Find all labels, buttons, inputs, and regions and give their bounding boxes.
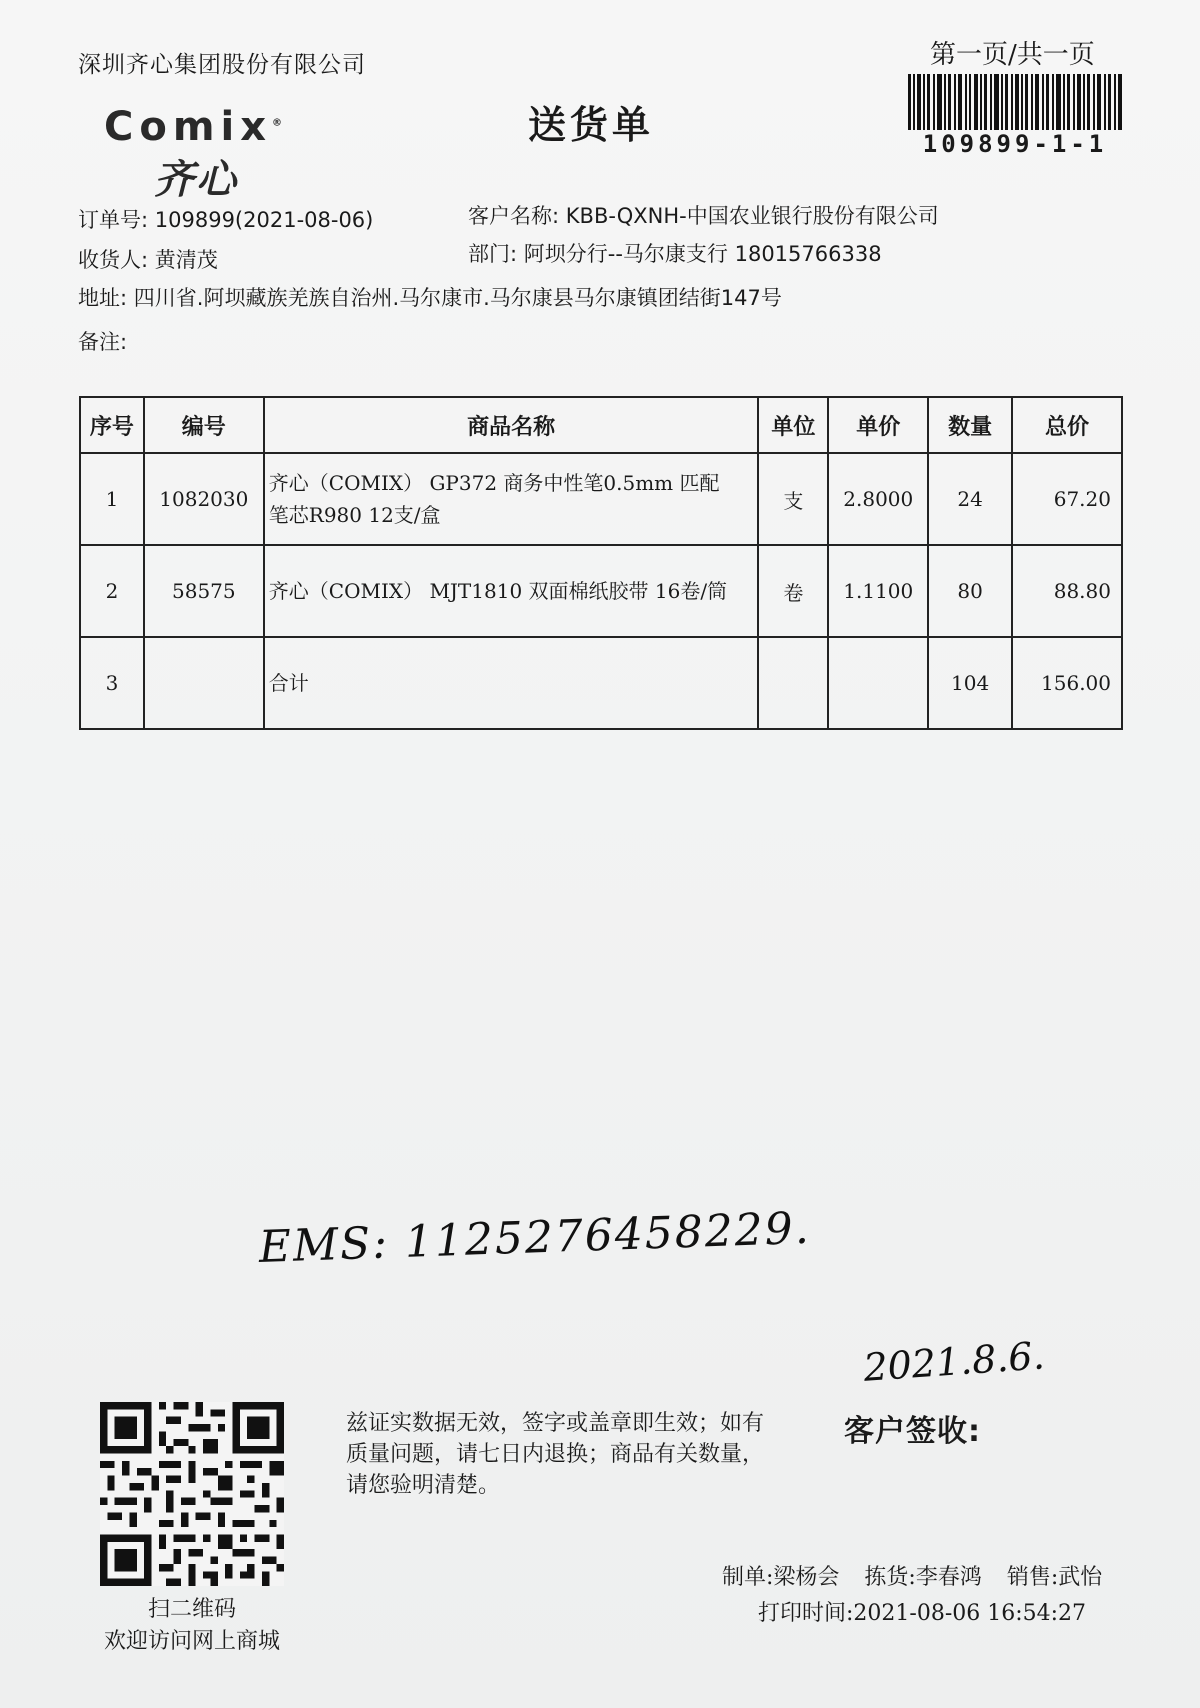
- address: [78, 282, 782, 312]
- cell-seq: 1: [80, 453, 144, 545]
- cell-name-line2: 笔芯R980 12支/盒: [268, 503, 441, 527]
- cell-total: 88.80: [1012, 545, 1122, 637]
- column-header: 数量: [928, 397, 1012, 453]
- cell-price: 2.8000: [828, 453, 928, 545]
- table-row: [80, 545, 1122, 637]
- cell-code: [144, 637, 264, 729]
- department-value: 阿坝分行--马尔康支行 18015766338: [523, 242, 882, 266]
- cell-name-line1: 齐心（COMIX） GP372 商务中性笔0.5mm 匹配: [268, 471, 720, 495]
- cell-name-line1: 齐心（COMIX） MJT1810 双面棉纸胶带 16卷/筒: [268, 579, 728, 603]
- cell-name: [264, 453, 759, 545]
- barcode-number: 109899-1-1: [922, 130, 1108, 158]
- registered-mark-icon: ®: [272, 117, 283, 129]
- order-number: [78, 204, 373, 234]
- cell-price: 1.1100: [828, 545, 928, 637]
- cell-seq: 3: [80, 637, 144, 729]
- cell-name: [264, 637, 759, 729]
- customer-signature-label: 客户签收:: [844, 1414, 981, 1449]
- logo-text-en: Comix: [104, 104, 273, 150]
- cell-code: 1082030: [144, 453, 264, 545]
- cell-name: [264, 545, 759, 637]
- table-row-total: [80, 637, 1122, 729]
- cell-qty: 104: [928, 637, 1012, 729]
- qr-caption-welcome: 欢迎访问网上商城: [103, 1629, 280, 1654]
- picker: 拣货:李春鸿: [864, 1565, 982, 1590]
- remark: [78, 326, 127, 356]
- column-header: 单位: [758, 397, 828, 453]
- sales: 销售:武怡: [1006, 1565, 1103, 1590]
- cell-unit: 支: [758, 453, 828, 545]
- qr-caption-scan: 扫二维码: [147, 1597, 236, 1622]
- receiver-label: 收货人:: [78, 248, 149, 272]
- receiver: [78, 244, 218, 274]
- column-header: 单价: [828, 397, 928, 453]
- cell-seq: 2: [80, 545, 144, 637]
- cell-qty: 80: [928, 545, 1012, 637]
- logo-text-cn: 齐心: [154, 157, 238, 203]
- order-number-label: 订单号:: [78, 208, 149, 232]
- handwritten-ems-number: EMS: 1125276458229.: [258, 1202, 812, 1273]
- table-header-row: [80, 397, 1122, 453]
- receiver-value: 黄清茂: [154, 248, 218, 272]
- items-table: [79, 396, 1123, 730]
- cell-total: 67.20: [1012, 453, 1122, 545]
- department-label: 部门:: [468, 242, 518, 266]
- validity-notice: 兹证实数据无效，签字或盖章即生效；如有质量问题，请七日内退换；商品有关数量，请您验明清楚。: [346, 1411, 765, 1498]
- print-time: 打印时间:2021-08-06 16:54:27: [758, 1601, 1087, 1626]
- qr-code-icon: [100, 1402, 284, 1586]
- customer-label: 客户名称:: [468, 204, 560, 228]
- staff-line: [722, 1560, 1102, 1591]
- address-label: 地址:: [78, 286, 128, 310]
- order-number-value: 109899(2021-08-06): [154, 208, 374, 232]
- cell-name-line1: 合计: [268, 671, 309, 695]
- remark-label: 备注:: [78, 330, 128, 354]
- department: [468, 238, 882, 268]
- page-indicator: 第一页/共一页: [930, 40, 1095, 70]
- handwritten-date: 2021.8.6.: [862, 1333, 1046, 1390]
- cell-total: 156.00: [1012, 637, 1122, 729]
- cell-code: 58575: [144, 545, 264, 637]
- column-header: 总价: [1012, 397, 1122, 453]
- column-header: 编号: [144, 397, 264, 453]
- customer-value: KBB-QXNH-中国农业银行股份有限公司: [565, 204, 939, 228]
- cell-unit: 卷: [758, 545, 828, 637]
- column-header: 序号: [80, 397, 144, 453]
- cell-qty: 24: [928, 453, 1012, 545]
- column-header: 商品名称: [264, 397, 759, 453]
- table-row: [80, 453, 1122, 545]
- document-title: 送货单: [528, 103, 655, 147]
- comix-logo: [104, 104, 282, 150]
- company-name: 深圳齐心集团股份有限公司: [78, 52, 366, 78]
- address-value: 四川省.阿坝藏族羌族自治州.马尔康市.马尔康县马尔康镇团结街147号: [133, 286, 782, 310]
- customer-name: [468, 200, 939, 230]
- barcode-icon: [908, 74, 1122, 130]
- maker: 制单:梁杨会: [722, 1565, 840, 1590]
- cell-unit: [758, 637, 828, 729]
- cell-price: [828, 637, 928, 729]
